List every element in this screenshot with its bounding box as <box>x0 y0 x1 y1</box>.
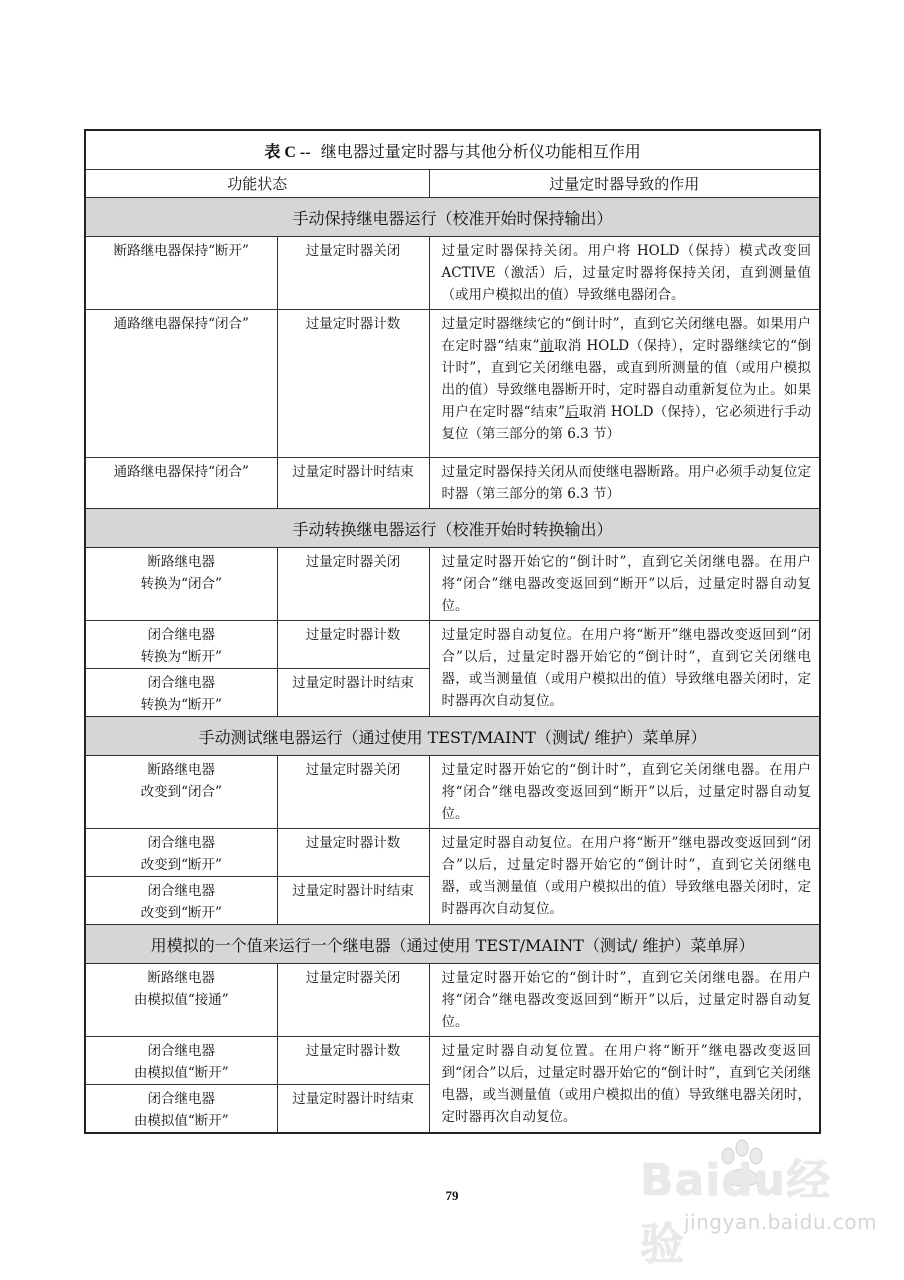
table-caption-prefix: 表 C -- <box>264 143 311 161</box>
table-row <box>85 548 820 621</box>
state-line-1: 闭合继电器 <box>147 627 215 643</box>
state-line-1: 闭合继电器 <box>147 675 215 691</box>
state-line-2: 由模拟值“断开” <box>133 1113 229 1129</box>
table-row <box>85 1037 820 1085</box>
table-caption-text: 继电器过量定时器与其他分析仪功能相互作用 <box>320 141 641 161</box>
state-line-2: 由模拟值“断开” <box>133 1065 229 1081</box>
function-state-cell <box>85 756 277 829</box>
underlined-after: 后 <box>565 404 579 420</box>
timer-state-cell: 过量定时器计时结束 <box>277 669 429 717</box>
function-state-cell: 断路继电器保持“断开” <box>85 237 277 310</box>
underlined-before: 前 <box>539 338 554 354</box>
table-row <box>85 756 820 829</box>
column-header-function-state: 功能状态 <box>85 170 429 198</box>
relay-timer-table <box>84 129 821 1134</box>
function-state-cell <box>85 621 277 669</box>
effect-text: 取消 HOLD（保持），它必须进行手动复位（第三部分的第 6.3 节） <box>441 404 812 442</box>
timer-state-cell: 过量定时器关闭 <box>277 756 429 829</box>
state-line-1: 断路继电器 <box>147 970 215 986</box>
state-line-1: 闭合继电器 <box>147 883 215 899</box>
section-title: 手动转换继电器运行（校准开始时转换输出） <box>85 509 820 548</box>
table-row <box>85 237 820 310</box>
effect-text: 取消 HOLD（保持），定时器继续它的“倒计时”，直到它关闭继电器，或直到所测量的值（或用户模拟出的值）导致继电器断开时，定时器自动重新复位为止。如果用户在定时器“结束” <box>441 338 812 420</box>
section-title: 手动保持继电器运行（校准开始时保持输出） <box>85 198 820 237</box>
section-title: 手动测试继电器运行（通过使用 TEST/MAINT（测试/ 维护）菜单屏） <box>85 717 820 756</box>
function-state-cell <box>85 829 277 877</box>
table-caption <box>85 130 820 170</box>
timer-state-cell: 过量定时器关闭 <box>277 548 429 621</box>
timer-state-cell: 过量定时器计时结束 <box>277 458 429 509</box>
function-state-cell <box>85 877 277 925</box>
function-state-cell <box>85 548 277 621</box>
effect-cell: 过量定时器自动复位。在用户将“断开”继电器改变返回到“闭合”以后，过量定时器开始它的“倒计时”，直到它关闭继电器，或当测量值（或用户模拟出的值）导致继电器关闭时，定时器再次自动复位。 <box>429 621 820 717</box>
timer-state-cell: 过量定时器计数 <box>277 1037 429 1085</box>
function-state-cell <box>85 1037 277 1085</box>
state-line-2: 改变到“断开” <box>140 905 222 921</box>
timer-state-cell: 过量定时器计时结束 <box>277 1085 429 1134</box>
effect-text: 过量定时器继续它的“倒计时”，直到它关闭继电器。如果用户在定时器“结束” <box>441 316 812 354</box>
state-line-2: 转换为“闭合” <box>140 576 222 592</box>
effect-cell: 过量定时器开始它的“倒计时”，直到它关闭继电器。在用户将“闭合”继电器改变返回到“断开”以后，过量定时器自动复位。 <box>429 548 820 621</box>
function-state-cell: 通路继电器保持“闭合” <box>85 458 277 509</box>
function-state-cell: 通路继电器保持“闭合” <box>85 310 277 458</box>
state-line-1: 闭合继电器 <box>147 835 215 851</box>
state-line-2: 改变到“断开” <box>140 857 222 873</box>
state-line-2: 转换为“断开” <box>140 697 222 713</box>
watermark-logo: Baidu经验 <box>640 1155 832 1270</box>
effect-cell: 过量定时器开始它的“倒计时”，直到它关闭继电器。在用户将“闭合”继电器改变返回到“断开”以后，过量定时器自动复位。 <box>429 756 820 829</box>
table-row <box>85 964 820 1037</box>
timer-state-cell: 过量定时器计数 <box>277 621 429 669</box>
table-row <box>85 310 820 458</box>
table-row <box>85 829 820 877</box>
page-number: 79 <box>445 1188 459 1203</box>
effect-cell: 过量定时器保持关闭。用户将 HOLD（保持）模式改变回 ACTIVE（激活）后，过量定时器将保持关闭，直到测量值（或用户模拟出的值）导致继电器闭合。 <box>429 237 820 310</box>
timer-state-cell: 过量定时器关闭 <box>277 964 429 1037</box>
watermark <box>640 1140 878 1270</box>
effect-cell: 过量定时器自动复位置。在用户将“断开”继电器改变返回到“闭合”以后，过量定时器开始它的“倒计时”，直到它关闭继电器，或当测量值（或用户模拟出的值）导致继电器关闭时，定时器再次自动复位。 <box>429 1037 820 1134</box>
state-line-2: 转换为“断开” <box>140 649 222 665</box>
state-line-2: 由模拟值“接通” <box>133 992 229 1008</box>
function-state-cell <box>85 669 277 717</box>
state-line-1: 断路继电器 <box>147 554 215 570</box>
timer-state-cell: 过量定时器计数 <box>277 829 429 877</box>
effect-cell: 过量定时器保持关闭从而使继电器断路。用户必须手动复位定时器（第三部分的第 6.3 节） <box>429 458 820 509</box>
timer-state-cell: 过量定时器计时结束 <box>277 877 429 925</box>
timer-state-cell: 过量定时器关闭 <box>277 237 429 310</box>
state-line-1: 断路继电器 <box>147 762 215 778</box>
state-line-1: 闭合继电器 <box>147 1043 215 1059</box>
effect-cell <box>429 310 820 458</box>
function-state-cell <box>85 1085 277 1134</box>
timer-state-cell: 过量定时器计数 <box>277 310 429 458</box>
table-row <box>85 458 820 509</box>
section-title: 用模拟的一个值来运行一个继电器（通过使用 TEST/MAINT（测试/ 维护）菜单屏） <box>85 925 820 964</box>
function-state-cell <box>85 964 277 1037</box>
state-line-1: 闭合继电器 <box>147 1091 215 1107</box>
watermark-url: jingyan.baidu.com <box>684 1210 878 1234</box>
table-row <box>85 621 820 669</box>
state-line-2: 改变到“闭合” <box>140 784 222 800</box>
effect-cell: 过量定时器自动复位。在用户将“断开”继电器改变返回到“闭合”以后，过量定时器开始它的“倒计时”，直到它关闭继电器，或当测量值（或用户模拟出的值）导致继电器关闭时，定时器再次自动复位。 <box>429 829 820 925</box>
column-header-timer-effect: 过量定时器导致的作用 <box>429 170 820 198</box>
effect-cell: 过量定时器开始它的“倒计时”，直到它关闭继电器。在用户将“闭合”继电器改变返回到“断开”以后，过量定时器自动复位。 <box>429 964 820 1037</box>
